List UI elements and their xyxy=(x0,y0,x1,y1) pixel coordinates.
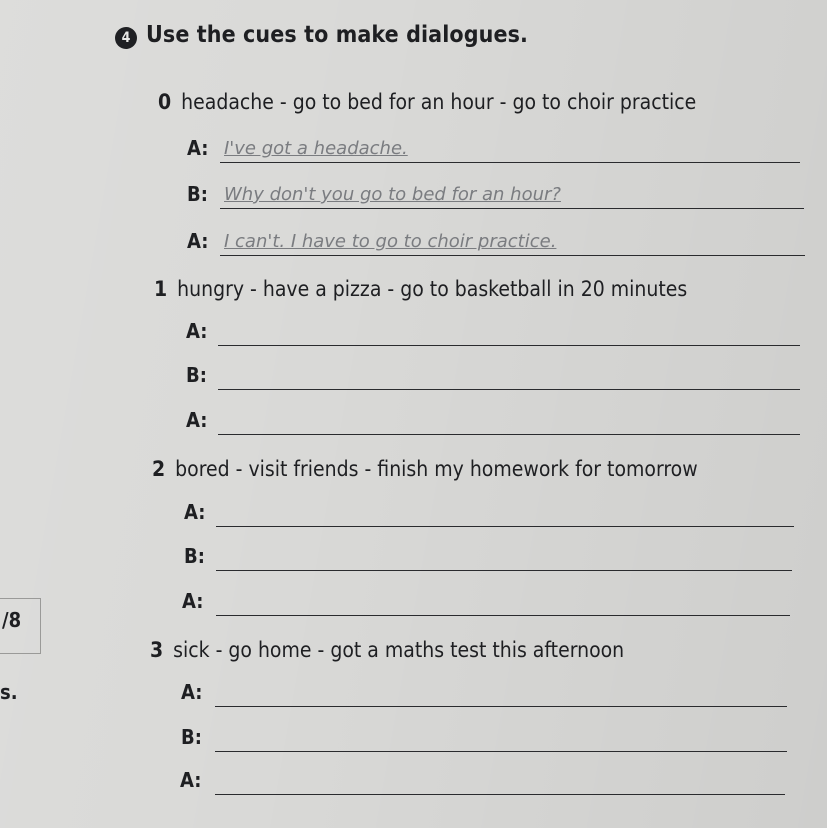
speaker-label: A: xyxy=(186,319,208,343)
answer-rule xyxy=(220,255,805,256)
item-cue: hungry - have a pizza - go to basketball in 20 minutes xyxy=(177,277,688,301)
item-number: 1 xyxy=(154,277,168,301)
answer-blank[interactable] xyxy=(215,751,787,752)
answer-rule xyxy=(220,162,800,163)
speaker-label: A: xyxy=(181,680,203,704)
item-cue: bored - visit friends - finish my homework for tomorrow xyxy=(175,457,698,481)
answer-blank[interactable] xyxy=(218,434,800,435)
speaker-label: B: xyxy=(184,544,205,568)
dialogue-line xyxy=(187,136,807,168)
exercise-title: Use the cues to make dialogues. xyxy=(146,22,529,48)
dialogue-line[interactable] xyxy=(184,500,804,532)
speaker-label: B: xyxy=(181,725,202,749)
dialogue-line xyxy=(187,182,807,214)
dialogue-line xyxy=(187,229,807,261)
item-cue: sick - go home - got a maths test this afternoon xyxy=(173,638,625,662)
item-number: 3 xyxy=(150,638,164,662)
edge-text-fragment: s. xyxy=(0,680,18,704)
speaker-label: A: xyxy=(186,408,208,432)
example-answer: I've got a headache. xyxy=(224,138,408,159)
answer-blank[interactable] xyxy=(215,706,787,707)
answer-blank[interactable] xyxy=(218,345,800,346)
speaker-label: A: xyxy=(182,589,204,613)
answer-blank[interactable] xyxy=(215,794,785,795)
speaker-label: A: xyxy=(180,768,202,792)
speaker-label: B: xyxy=(187,182,208,206)
score-label: /8 xyxy=(2,608,22,632)
item-cue: headache - go to bed for an hour - go to choir practice xyxy=(181,90,697,114)
item-1-cue-line xyxy=(154,277,687,301)
dialogue-line[interactable] xyxy=(186,319,806,351)
speaker-label: A: xyxy=(187,136,209,160)
item-2-cue-line xyxy=(152,457,698,481)
item-number: 2 xyxy=(152,457,166,481)
dialogue-line[interactable] xyxy=(186,363,806,395)
answer-blank[interactable] xyxy=(216,570,792,571)
speaker-label: A: xyxy=(187,229,209,253)
dialogue-line[interactable] xyxy=(186,408,806,440)
dialogue-line[interactable] xyxy=(181,725,801,757)
item-3-cue-line xyxy=(150,638,624,662)
speaker-label: A: xyxy=(184,500,206,524)
speaker-label: B: xyxy=(186,363,207,387)
answer-blank[interactable] xyxy=(216,615,790,616)
example-answer: Why don't you go to bed for an hour? xyxy=(224,184,561,205)
example-answer: I can't. I have to go to choir practice. xyxy=(224,231,557,252)
answer-rule xyxy=(220,208,804,209)
dialogue-line[interactable] xyxy=(181,680,801,712)
answer-blank[interactable] xyxy=(218,389,800,390)
dialogue-line[interactable] xyxy=(184,544,804,576)
exercise-number-badge: 4 xyxy=(115,27,137,49)
item-number: 0 xyxy=(158,90,172,114)
item-0-cue-line xyxy=(158,90,696,114)
answer-blank[interactable] xyxy=(216,526,794,527)
dialogue-line[interactable] xyxy=(182,589,802,621)
dialogue-line[interactable] xyxy=(180,768,800,800)
